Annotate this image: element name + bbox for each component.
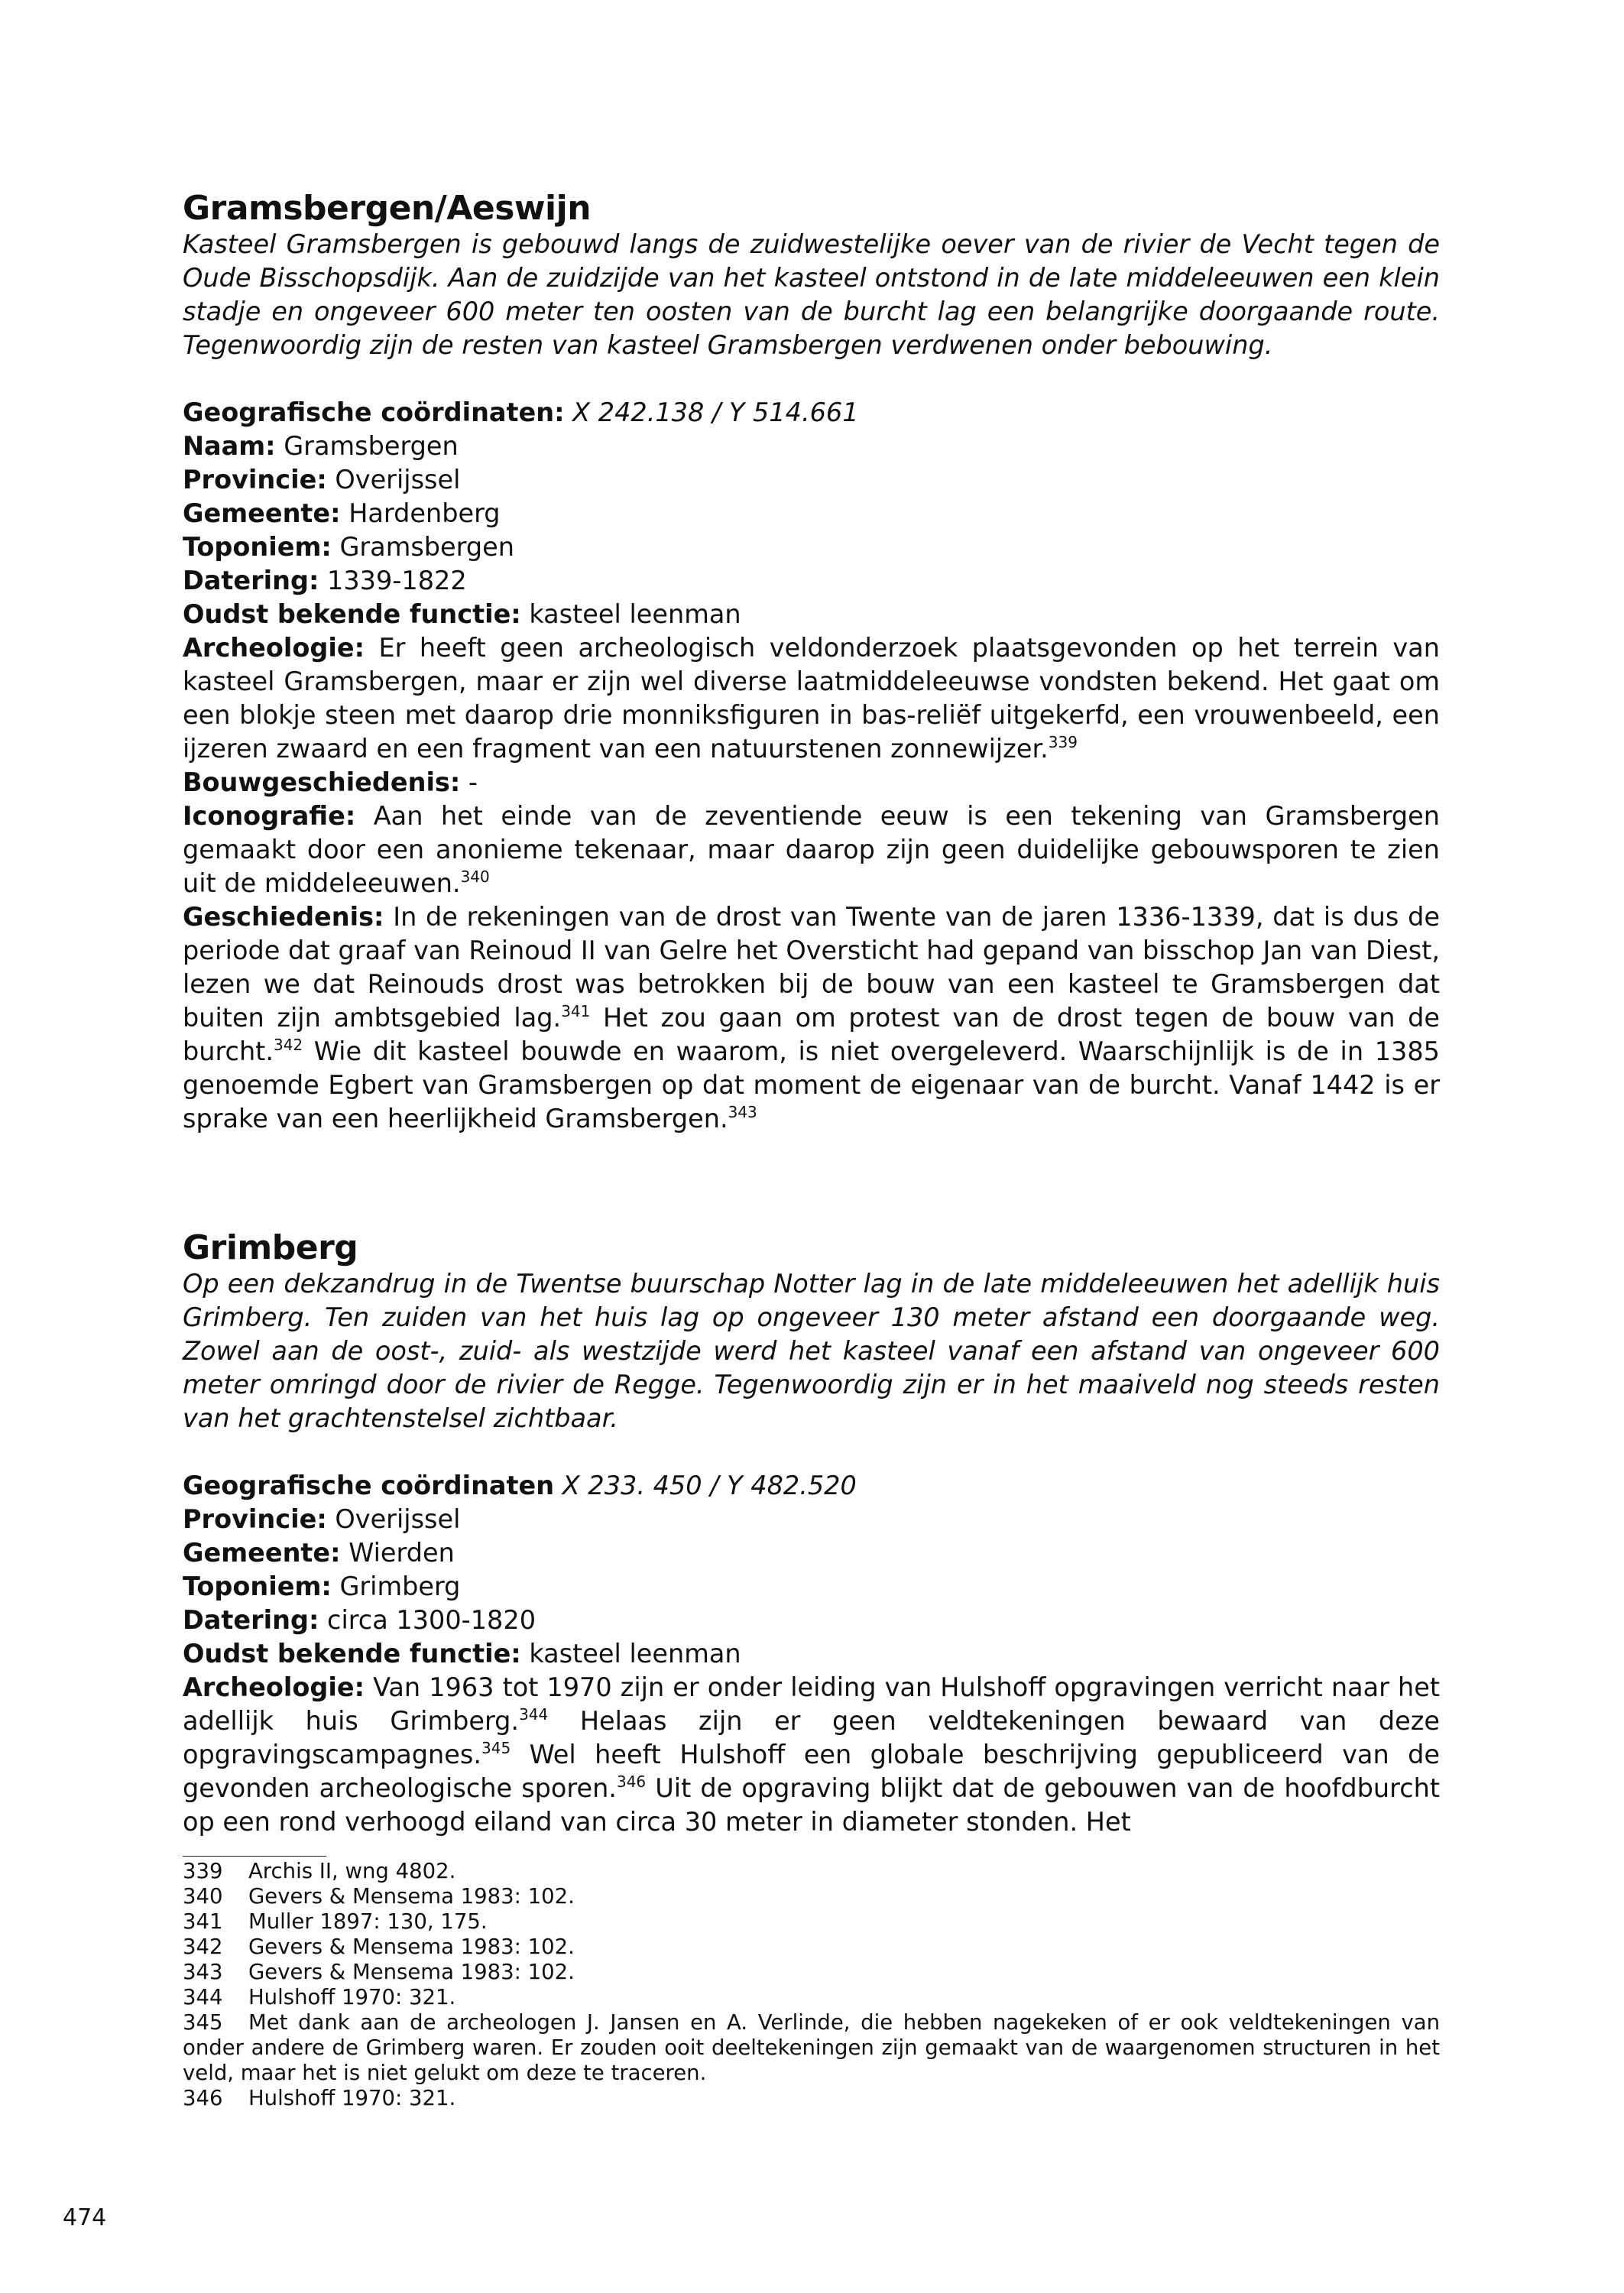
field-value: Gramsbergen <box>284 431 459 461</box>
field-label: Provincie: <box>183 1504 327 1534</box>
field-provincie <box>183 1503 1440 1536</box>
field-label: Geografische coördinaten: <box>183 397 565 427</box>
field-label: Archeologie: <box>183 1672 365 1702</box>
footnote-number: 341 <box>183 1909 223 1934</box>
field-coordinates <box>183 396 1440 430</box>
footnote-ref[interactable]: 346 <box>616 1772 647 1791</box>
field-value: X 233. 450 / Y 482.520 <box>562 1471 857 1500</box>
field-iconografie <box>183 799 1440 900</box>
field-bouwgeschiedenis <box>183 766 1440 799</box>
field-label: Oudst bekende functie: <box>183 1639 521 1669</box>
footnote-text: Hulshoff 1970: 321. <box>248 2086 456 2110</box>
field-archeologie <box>183 631 1440 766</box>
footnote-ref[interactable]: 342 <box>273 1036 303 1054</box>
page-number: 474 <box>63 2204 107 2231</box>
field-label: Bouwgeschiedenis: <box>183 767 461 797</box>
field-value: Wie dit kasteel bouwde en waarom, is niet overgeleverd. Waarschijnlijk is de in 1385 genoemde Egbert van Gramsbergen op dat moment de eigenaar van de burcht. Vanaf 1442 is er sprake van een heerlijkheid Gramsbergen. <box>183 1036 1440 1134</box>
entry-gramsbergen <box>183 190 1440 1136</box>
field-coordinates <box>183 1469 1440 1503</box>
footnote-text: Hulshoff 1970: 321. <box>248 1985 456 2009</box>
field-value: Het zou gaan om protest van de drost tegen de bouw van de burcht. <box>183 1003 1441 1066</box>
field-value: X 242.138 / Y 514.661 <box>572 397 859 427</box>
field-value: Grimberg <box>339 1571 461 1601</box>
entry-title: Grimberg <box>183 1228 358 1267</box>
footnote <box>183 1884 1440 1909</box>
footnote-text: Gevers & Mensema 1983: 102. <box>248 1935 575 1959</box>
footnote-ref[interactable]: 345 <box>481 1739 511 1757</box>
footnote-text: Muller 1897: 130, 175. <box>248 1909 488 1934</box>
field-naam <box>183 430 1440 463</box>
footnote-number: 342 <box>183 1935 223 1959</box>
field-value: 1339-1822 <box>327 566 467 595</box>
field-value: kasteel leenman <box>529 599 741 629</box>
field-label: Toponiem: <box>183 532 332 562</box>
field-label: Naam: <box>183 431 276 461</box>
field-toponiem <box>183 530 1440 564</box>
footnote-number: 344 <box>183 1985 223 2009</box>
field-value: circa 1300-1820 <box>327 1605 536 1635</box>
footnote-number: 346 <box>183 2086 223 2110</box>
field-functie <box>183 1637 1440 1671</box>
footnote-ref[interactable]: 343 <box>728 1103 757 1121</box>
footnote-number: 339 <box>183 1859 223 1883</box>
field-value: In de rekeningen van de drost van Twente van de jaren 1336-1339, dat is dus de periode dat graaf van Reinoud II van Gelre het Oversticht had gepand van bisschop Jan van Diest, lezen we dat Reinouds drost was betrokken bij de bouw van een kasteel te Gramsbergen dat buiten zijn ambtsgebied lag. <box>183 902 1440 1033</box>
footnote-number: 343 <box>183 1960 223 1984</box>
entry-fields <box>183 396 1440 1136</box>
field-gemeente <box>183 497 1440 530</box>
field-datering <box>183 1604 1440 1637</box>
entry-intro: Op een dekzandrug in de Twentse buurschap Notter lag in de late middeleeuwen het adellijk huis Grimberg. Ten zuiden van het huis lag op ongeveer 130 meter afstand een doorgaande weg. Zowel aan de oost-, zuid- als westzijde werd het kasteel vanaf een afstand van ongeveer 600 meter omringd door de rivier de Regge. Tegenwoordig zijn er in het maaiveld nog steeds resten van het grachtenstelsel zichtbaar. <box>183 1269 1440 1433</box>
field-label: Gemeente: <box>183 498 341 528</box>
footnote <box>183 2086 1440 2111</box>
field-value: Overijssel <box>335 1504 461 1534</box>
field-value: Wierden <box>348 1538 455 1568</box>
field-label: Gemeente: <box>183 1538 341 1568</box>
footnote <box>183 1935 1440 1960</box>
footnote-ref[interactable]: 340 <box>460 868 490 886</box>
field-value: Gramsbergen <box>339 532 514 562</box>
field-value: Van 1963 tot 1970 zijn er onder leiding van Hulshoff opgravingen verricht naar het adellijk huis Grimberg. <box>183 1672 1440 1736</box>
field-label: Geografische coördinaten <box>183 1471 555 1500</box>
footnote-divider <box>183 1856 326 1857</box>
field-label: Oudst bekende functie: <box>183 599 521 629</box>
footnote <box>183 1909 1440 1935</box>
footnote <box>183 1859 1440 1884</box>
field-geschiedenis <box>183 900 1440 1136</box>
field-gemeente <box>183 1536 1440 1570</box>
entry-fields <box>183 1469 1440 1839</box>
footnote-number: 345 <box>183 2010 223 2035</box>
field-value: Uit de opgraving blijkt dat de gebouwen van de hoofdburcht op een rond verhoogd eiland van circa 30 meter in diameter stonden. Het <box>183 1773 1440 1837</box>
footnote-ref[interactable]: 344 <box>519 1705 549 1724</box>
footnote-text: Archis II, wng 4802. <box>248 1859 456 1883</box>
field-label: Datering: <box>183 566 319 595</box>
field-label: Provincie: <box>183 465 327 495</box>
footnote-ref[interactable]: 341 <box>561 1002 591 1020</box>
field-value: kasteel leenman <box>529 1639 741 1669</box>
field-provincie <box>183 463 1440 497</box>
footnote-text: Gevers & Mensema 1983: 102. <box>248 1884 575 1909</box>
field-label: Toponiem: <box>183 1571 332 1601</box>
entry-intro: Kasteel Gramsbergen is gebouwd langs de zuidwestelijke oever van de rivier de Vecht tegen de Oude Bisschopsdijk. Aan de zuidzijde van het kasteel ontstond in de late middeleeuwen een klein stadje en ongeveer 600 meter ten oosten van de burcht lag een belangrijke doorgaande route. Tegenwoordig zijn de resten van kasteel Gramsbergen verdwenen onder bebouwing. <box>183 229 1440 360</box>
footnote-number: 340 <box>183 1884 223 1909</box>
footnote <box>183 1960 1440 1985</box>
entry-title: Gramsbergen/Aeswijn <box>183 189 592 228</box>
field-datering <box>183 564 1440 598</box>
field-toponiem <box>183 1570 1440 1604</box>
footnote <box>183 1985 1440 2010</box>
footnote-text: Gevers & Mensema 1983: 102. <box>248 1960 575 1984</box>
footnotes <box>183 1859 1440 2111</box>
field-value: Helaas zijn er geen veldtekeningen bewaard van deze opgravingscampagnes. <box>183 1706 1440 1769</box>
field-functie <box>183 598 1440 631</box>
field-label: Archeologie: <box>183 633 365 663</box>
field-label: Datering: <box>183 1605 319 1635</box>
footnote <box>183 2010 1440 2086</box>
field-archeologie <box>183 1671 1440 1839</box>
field-value: Er heeft geen archeologisch veldonderzoek plaatsgevonden op het terrein van kasteel Gramsbergen, maar er zijn wel diverse laatmiddeleeuwse vondsten bekend. Het gaat om een blokje steen met daarop drie monniksfiguren in bas-reliëf uitgekerfd, een vrouwenbeeld, een ijzeren zwaard en een fragment van een natuurstenen zonnewijzer. <box>183 633 1440 764</box>
field-value: - <box>468 767 478 797</box>
field-value: Wel heeft Hulshoff een globale beschrijving gepubliceerd van de gevonden archeologische sporen. <box>183 1740 1440 1803</box>
field-label: Geschiedenis: <box>183 902 384 932</box>
field-value: Hardenberg <box>348 498 501 528</box>
entry-grimberg <box>183 1229 1440 1839</box>
field-value: Overijssel <box>335 465 461 495</box>
footnote-text: Met dank aan de archeologen J. Jansen en A. Verlinde, die hebben nagekeken of er ook veldtekeningen van onder andere de Grimberg waren. Er zouden ooit deeltekeningen zijn gemaakt van de waargenomen structuren in het veld, maar het is niet gelukt om deze te traceren. <box>183 2010 1440 2085</box>
field-value: Aan het einde van de zeventiende eeuw is een tekening van Gramsbergen gemaakt door een anonieme tekenaar, maar daarop zijn geen duidelijke gebouwsporen te zien uit de middeleeuwen. <box>183 801 1440 898</box>
footnote-ref[interactable]: 339 <box>1048 733 1078 751</box>
field-label: Iconografie: <box>183 801 356 831</box>
